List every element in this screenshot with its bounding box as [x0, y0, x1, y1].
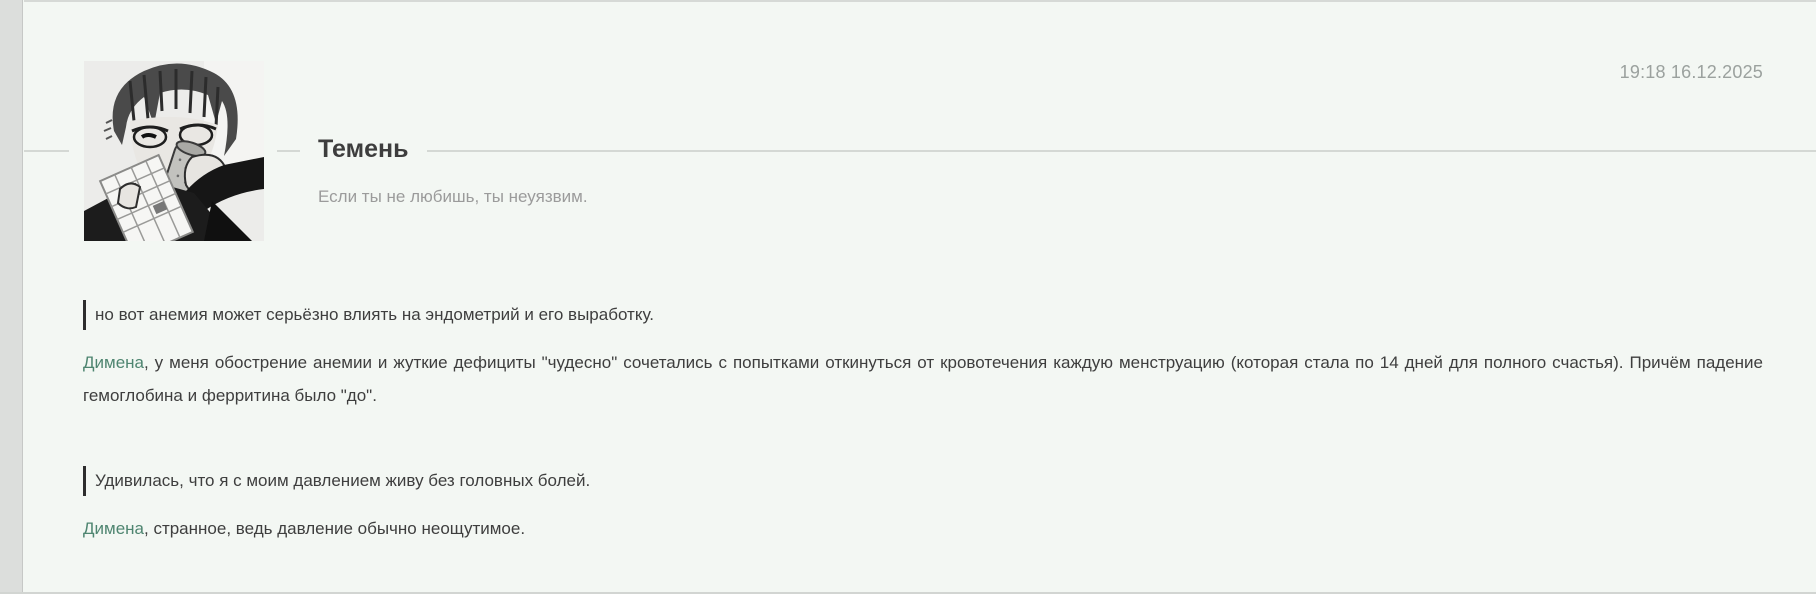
reply-text-1: , у меня обострение анемии и жуткие дефициты "чудесно" сочетались с попытками откинуться от кровотечения каждую менструацию (которая стала по 14 дней для полного счастья). Причём падение гемоглобина и ферритина было "до". [83, 353, 1763, 405]
page-gutter [0, 0, 23, 594]
mention-link-1[interactable]: Димена [83, 353, 144, 372]
user-avatar[interactable] [84, 61, 264, 241]
reply-paragraph-1 [83, 346, 1763, 412]
post-body [83, 300, 1763, 545]
reply-text-2: , странное, ведь давление обычно неощутимое. [144, 519, 526, 538]
reply-paragraph-2 [83, 512, 1763, 545]
post-timestamp: 19:18 16.12.2025 [1619, 62, 1763, 82]
user-signature: Если ты не любишь, ты неуязвим. [318, 187, 588, 206]
username-link[interactable]: Темень [318, 135, 409, 163]
mention-link-2[interactable]: Димена [83, 519, 144, 538]
quoted-text-1: но вот анемия может серьёзно влиять на эндометрий и его выработку. [83, 300, 1763, 330]
post-top-divider [24, 0, 1816, 2]
header-divider-left [24, 150, 69, 152]
quoted-text-2: Удивилась, что я с моим давлением живу без головных болей. [83, 466, 1763, 496]
header-divider-right [427, 150, 1816, 152]
header-divider-dash [277, 150, 300, 152]
